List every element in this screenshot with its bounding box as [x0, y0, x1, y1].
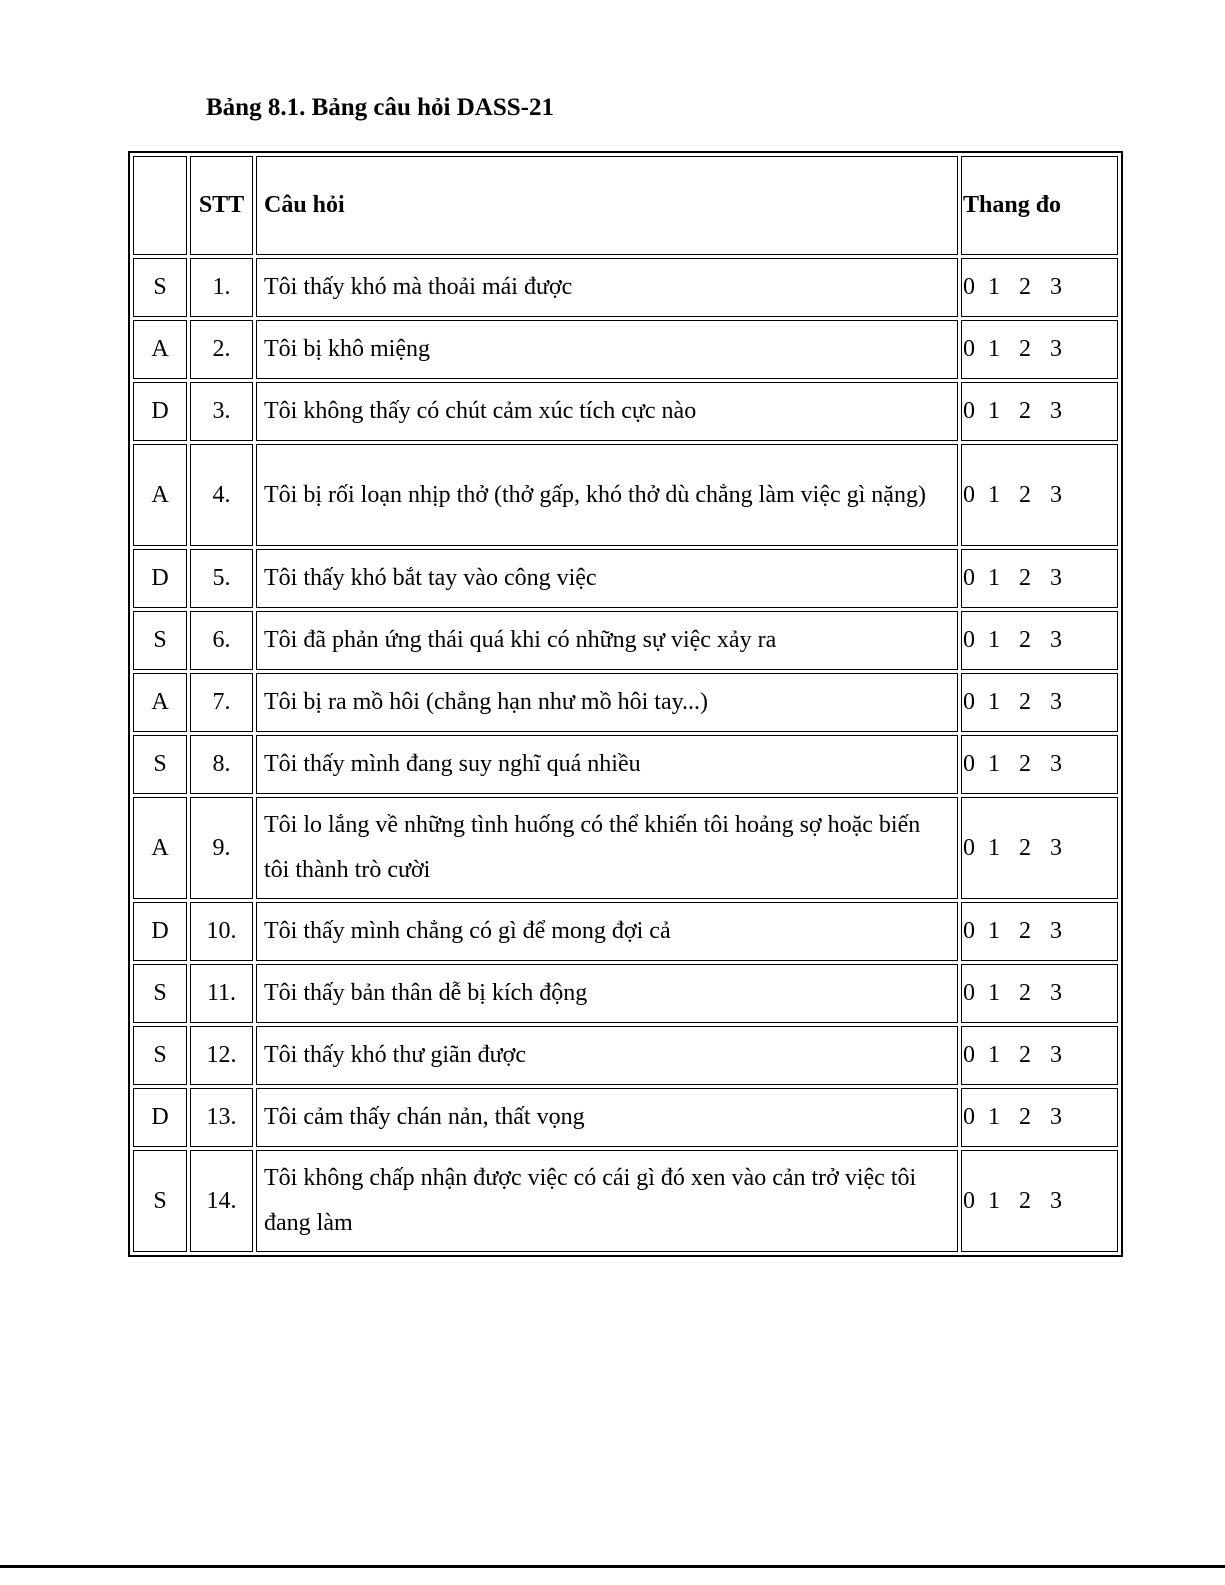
- row-question: Tôi cảm thấy chán nản, thất vọng: [256, 1088, 958, 1147]
- row-type: S: [133, 258, 187, 317]
- header-question: Câu hỏi: [256, 156, 958, 255]
- row-stt: 9.: [190, 797, 253, 899]
- row-type: D: [133, 902, 187, 961]
- header-type: [133, 156, 187, 255]
- scale-option: 3: [1050, 627, 1062, 653]
- row-scale: [961, 1150, 1118, 1252]
- table-row: [133, 382, 1118, 441]
- row-scale: [961, 1088, 1118, 1147]
- scale-option: 1: [988, 274, 1000, 300]
- scale-option: 2: [1019, 751, 1031, 777]
- scale-option: 2: [1019, 336, 1031, 362]
- row-question: Tôi bị rối loạn nhịp thở (thở gấp, khó thở dù chẳng làm việc gì nặng): [256, 444, 958, 546]
- table-row: [133, 902, 1118, 961]
- row-question: Tôi bị ra mồ hôi (chẳng hạn như mồ hôi tay...): [256, 673, 958, 732]
- scale-option: 3: [1050, 1104, 1062, 1130]
- scale-option: 0: [963, 1042, 975, 1068]
- row-scale: [961, 382, 1118, 441]
- scale-option: 1: [988, 481, 1000, 508]
- row-stt: 8.: [190, 735, 253, 794]
- scale-option: 2: [1019, 627, 1031, 653]
- row-question: Tôi thấy khó bắt tay vào công việc: [256, 549, 958, 608]
- row-scale: [961, 673, 1118, 732]
- row-scale: [961, 444, 1118, 546]
- row-question: Tôi thấy khó mà thoải mái được: [256, 258, 958, 317]
- table-row: [133, 964, 1118, 1023]
- row-type: A: [133, 673, 187, 732]
- scale-option: 2: [1019, 918, 1031, 944]
- scale-option: 0: [963, 689, 975, 715]
- row-type: D: [133, 1088, 187, 1147]
- scale-option: 2: [1019, 980, 1031, 1006]
- scale-option: 2: [1019, 565, 1031, 591]
- scale-option: 0: [963, 336, 975, 362]
- scale-option: 3: [1050, 689, 1062, 715]
- row-stt: 2.: [190, 320, 253, 379]
- row-question: Tôi bị khô miệng: [256, 320, 958, 379]
- scale-option: 1: [988, 565, 1000, 591]
- row-stt: 7.: [190, 673, 253, 732]
- row-type: S: [133, 611, 187, 670]
- scale-option: 0: [963, 918, 975, 944]
- table-row: [133, 1088, 1118, 1147]
- scale-option: 0: [963, 980, 975, 1006]
- row-question: Tôi thấy bản thân dễ bị kích động: [256, 964, 958, 1023]
- scale-option: 3: [1050, 565, 1062, 591]
- row-type: S: [133, 1026, 187, 1085]
- scale-option: 1: [988, 980, 1000, 1006]
- row-question: Tôi thấy khó thư giãn được: [256, 1026, 958, 1085]
- row-question: Tôi thấy mình chẳng có gì để mong đợi cả: [256, 902, 958, 961]
- row-stt: 1.: [190, 258, 253, 317]
- row-type: D: [133, 549, 187, 608]
- scale-option: 3: [1050, 398, 1062, 424]
- page-bottom-rule: [0, 1565, 1225, 1568]
- row-scale: [961, 902, 1118, 961]
- scale-option: 1: [988, 1187, 1000, 1214]
- table-row: [133, 797, 1118, 899]
- scale-option: 0: [963, 834, 975, 861]
- scale-option: 1: [988, 918, 1000, 944]
- row-type: A: [133, 444, 187, 546]
- dass21-table: [128, 151, 1123, 1257]
- table-row: [133, 1150, 1118, 1252]
- scale-option: 2: [1019, 1104, 1031, 1130]
- row-stt: 12.: [190, 1026, 253, 1085]
- scale-option: 2: [1019, 274, 1031, 300]
- table-row: [133, 549, 1118, 608]
- scale-option: 1: [988, 627, 1000, 653]
- row-question: Tôi lo lắng về những tình huống có thể khiến tôi hoảng sợ hoặc biến tôi thành trò cười: [256, 797, 958, 899]
- header-stt: STT: [190, 156, 253, 255]
- row-type: S: [133, 735, 187, 794]
- row-stt: 5.: [190, 549, 253, 608]
- scale-option: 3: [1050, 336, 1062, 362]
- row-type: A: [133, 320, 187, 379]
- scale-option: 0: [963, 751, 975, 777]
- scale-option: 2: [1019, 1042, 1031, 1068]
- scale-option: 3: [1050, 1042, 1062, 1068]
- scale-option: 1: [988, 1104, 1000, 1130]
- row-stt: 11.: [190, 964, 253, 1023]
- table-row: [133, 258, 1118, 317]
- row-scale: [961, 258, 1118, 317]
- scale-option: 3: [1050, 751, 1062, 777]
- row-stt: 14.: [190, 1150, 253, 1252]
- row-stt: 4.: [190, 444, 253, 546]
- scale-option: 3: [1050, 1187, 1062, 1214]
- row-scale: [961, 735, 1118, 794]
- scale-option: 0: [963, 627, 975, 653]
- scale-option: 3: [1050, 834, 1062, 861]
- scale-option: 0: [963, 1104, 975, 1130]
- row-scale: [961, 964, 1118, 1023]
- row-stt: 6.: [190, 611, 253, 670]
- scale-option: 1: [988, 336, 1000, 362]
- row-question: Tôi không chấp nhận được việc có cái gì đó xen vào cản trở việc tôi đang làm: [256, 1150, 958, 1252]
- row-scale: [961, 549, 1118, 608]
- scale-option: 3: [1050, 918, 1062, 944]
- scale-option: 3: [1050, 980, 1062, 1006]
- scale-option: 3: [1050, 481, 1062, 508]
- table-row: [133, 673, 1118, 732]
- scale-option: 3: [1050, 274, 1062, 300]
- scale-option: 2: [1019, 689, 1031, 715]
- row-question: Tôi không thấy có chút cảm xúc tích cực nào: [256, 382, 958, 441]
- scale-option: 0: [963, 481, 975, 508]
- table-row: [133, 611, 1118, 670]
- scale-option: 1: [988, 398, 1000, 424]
- header-scale: Thang đo: [961, 156, 1118, 255]
- table-row: [133, 320, 1118, 379]
- table-caption: Bảng 8.1. Bảng câu hỏi DASS-21: [206, 94, 554, 121]
- table-row: [133, 735, 1118, 794]
- scale-option: 2: [1019, 481, 1031, 508]
- scale-option: 0: [963, 274, 975, 300]
- row-question: Tôi đã phản ứng thái quá khi có những sự việc xảy ra: [256, 611, 958, 670]
- scale-option: 2: [1019, 1187, 1031, 1214]
- scale-option: 0: [963, 565, 975, 591]
- row-question: Tôi thấy mình đang suy nghĩ quá nhiều: [256, 735, 958, 794]
- scale-option: 1: [988, 751, 1000, 777]
- scale-option: 2: [1019, 834, 1031, 861]
- scale-option: 1: [988, 689, 1000, 715]
- row-scale: [961, 797, 1118, 899]
- table-row: [133, 1026, 1118, 1085]
- scale-option: 1: [988, 834, 1000, 861]
- row-type: S: [133, 964, 187, 1023]
- row-stt: 3.: [190, 382, 253, 441]
- scale-option: 0: [963, 1187, 975, 1214]
- scale-option: 0: [963, 398, 975, 424]
- row-type: S: [133, 1150, 187, 1252]
- scale-option: 2: [1019, 398, 1031, 424]
- table-row: [133, 444, 1118, 546]
- row-scale: [961, 1026, 1118, 1085]
- row-stt: 13.: [190, 1088, 253, 1147]
- scale-option: 1: [988, 1042, 1000, 1068]
- row-stt: 10.: [190, 902, 253, 961]
- row-scale: [961, 320, 1118, 379]
- row-scale: [961, 611, 1118, 670]
- row-type: A: [133, 797, 187, 899]
- table-header-row: [133, 156, 1118, 255]
- row-type: D: [133, 382, 187, 441]
